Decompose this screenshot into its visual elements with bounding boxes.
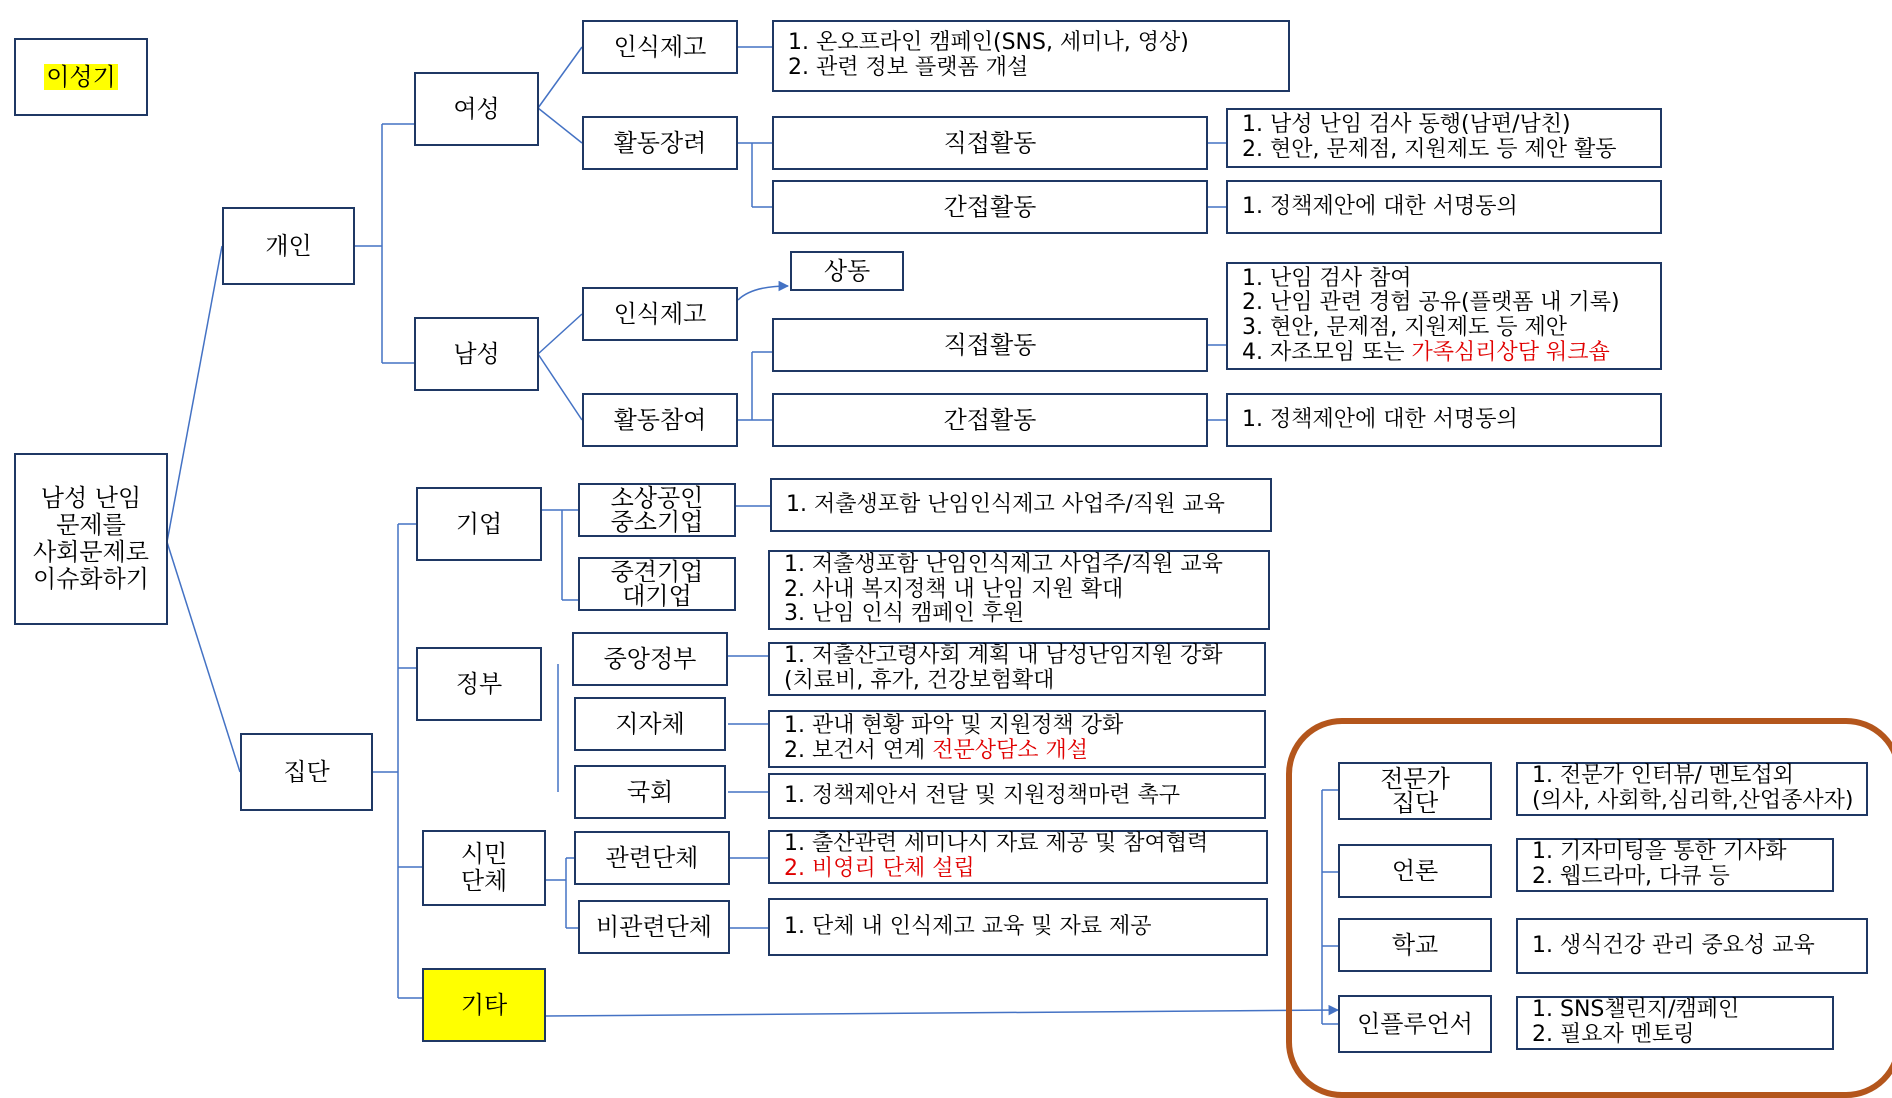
node-unrelated-groups: 비관련단체 (578, 900, 730, 954)
node-central-government: 중앙정부 (572, 632, 728, 686)
info-national-assembly: 1. 정책제안서 전달 및 지원정책마련 촉구 (768, 773, 1266, 819)
info-women-indirect: 1. 정책제안에 대한 서명동의 (1226, 180, 1662, 234)
node-local-government: 지자체 (574, 697, 726, 751)
node-press: 언론 (1338, 844, 1492, 898)
node-etc: 기타 (422, 968, 546, 1042)
info-men-direct: 1. 난임 검사 참여 2. 난임 관련 경험 공유(플랫폼 내 기록) 3. 현안, 문제점, 지원제도 등 제안 4. 자조모임 또는 가족심리상담 워크숍 (1226, 262, 1662, 370)
info-women-awareness: 1. 온오프라인 캠페인(SNS, 세미나, 영상) 2. 관련 정보 플랫폼 개설 (772, 20, 1290, 92)
node-national-assembly: 국회 (574, 765, 726, 819)
info-related-groups: 1. 출산관련 세미나시 자료 제공 및 참여협력 2. 비영리 단체 설립 (768, 830, 1268, 884)
node-men: 남성 (414, 317, 539, 391)
info-influencer: 1. SNS챌린지/캠페인 2. 필요자 멘토링 (1516, 996, 1834, 1050)
root-node: 남성 난임 문제를 사회문제로 이슈화하기 (14, 453, 168, 625)
node-influencer: 인플루언서 (1338, 995, 1492, 1053)
node-company: 기업 (416, 487, 542, 561)
node-related-groups: 관련단체 (574, 831, 730, 885)
node-men-same: 상동 (790, 251, 904, 291)
node-small-business: 소상공인 중소기업 (578, 483, 736, 537)
info-large-business: 1. 저출생포함 난임인식제고 사업주/직원 교육 2. 사내 복지정책 내 난임 지원 확대 3. 난임 인식 캠페인 후원 (768, 550, 1270, 630)
info-local-government: 1. 관내 현황 파악 및 지원정책 강화 2. 보건서 연계 전문상담소 개설 (768, 710, 1266, 768)
info-women-direct: 1. 남성 난임 검사 동행(남편/남친) 2. 현안, 문제점, 지원제도 등 제안 활동 (1226, 108, 1662, 168)
info-unrelated-groups: 1. 단체 내 인식제고 교육 및 자료 제공 (768, 898, 1268, 956)
node-women: 여성 (414, 72, 539, 146)
node-women-indirect: 간접활동 (772, 180, 1208, 234)
node-men-awareness: 인식제고 (582, 287, 738, 341)
node-government: 정부 (416, 647, 542, 721)
info-experts: 1. 전문가 인터뷰/ 멘토섭외 (의사, 사회학,심리학,산업종사자) (1516, 762, 1868, 816)
node-experts: 전문가 집단 (1338, 762, 1492, 820)
info-central-government: 1. 저출산고령사회 계획 내 남성난임지원 강화 (치료비, 휴가, 건강보험확대 (768, 642, 1266, 696)
node-men-direct: 직접활동 (772, 318, 1208, 372)
author-label: 이성기 (14, 38, 148, 116)
node-civic-groups: 시민 단체 (422, 830, 546, 906)
node-men-indirect: 간접활동 (772, 393, 1208, 447)
node-large-business: 중견기업 대기업 (578, 557, 736, 611)
info-press: 1. 기자미팅을 통한 기사화 2. 웹드라마, 다큐 등 (1516, 838, 1834, 892)
node-women-awareness: 인식제고 (582, 20, 738, 74)
node-women-direct: 직접활동 (772, 116, 1208, 170)
info-school: 1. 생식건강 관리 중요성 교육 (1516, 918, 1868, 974)
node-women-encourage: 활동장려 (582, 116, 738, 170)
node-group: 집단 (240, 733, 373, 811)
node-individual: 개인 (222, 207, 355, 285)
node-men-participate: 활동참여 (582, 393, 738, 447)
node-school: 학교 (1338, 918, 1492, 972)
info-men-indirect: 1. 정책제안에 대한 서명동의 (1226, 393, 1662, 447)
info-small-business: 1. 저출생포함 난임인식제고 사업주/직원 교육 (770, 478, 1272, 532)
